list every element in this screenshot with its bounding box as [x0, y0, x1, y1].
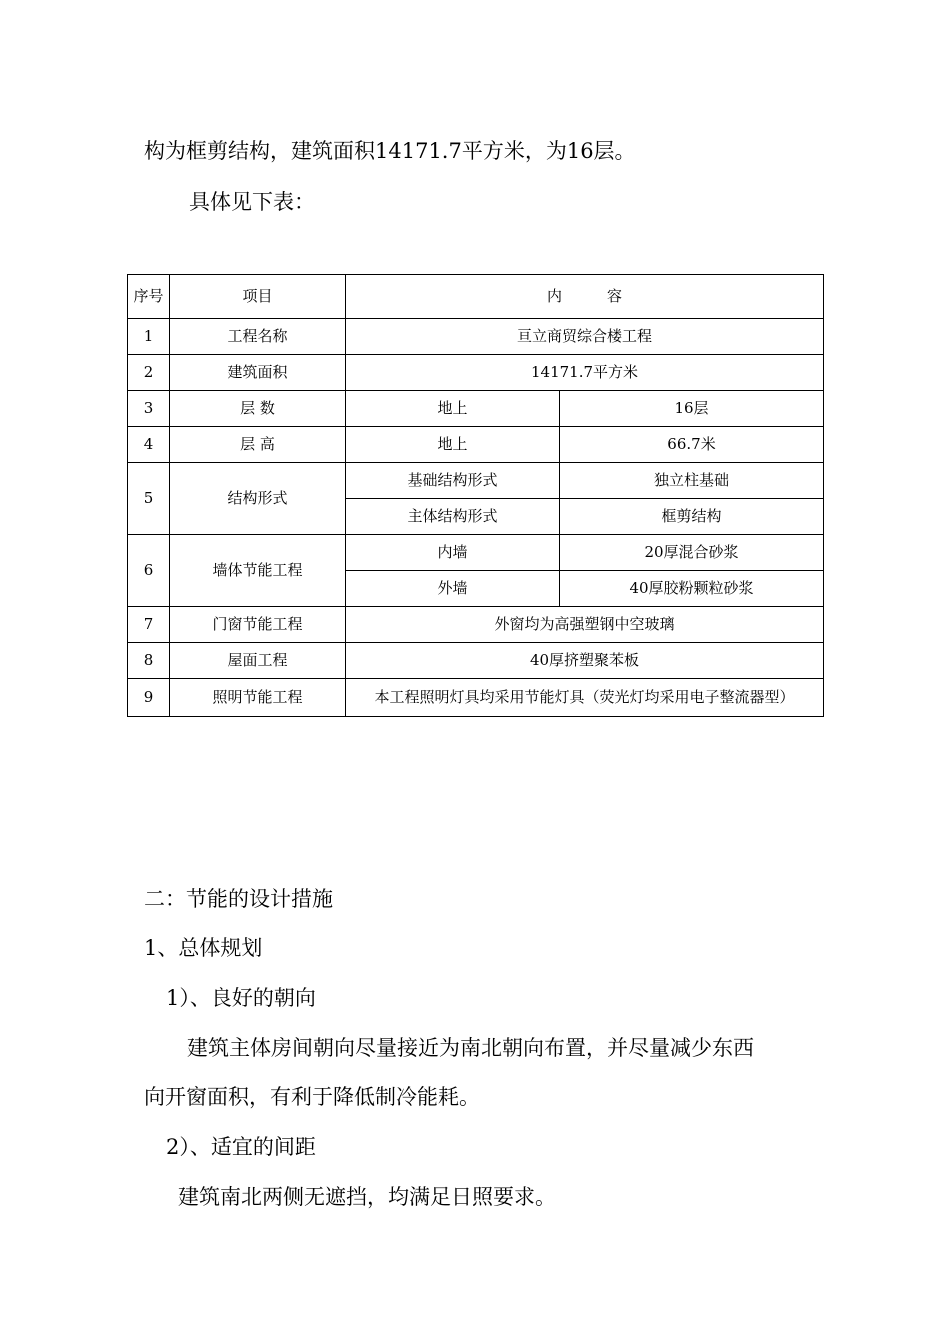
table-header-row — [128, 275, 824, 319]
row-content: 14171.7平方米 — [346, 355, 824, 391]
row-sub-label: 外墙 — [346, 571, 560, 607]
row-item: 门窗节能工程 — [170, 607, 346, 643]
row-no: 7 — [128, 607, 170, 643]
header-item: 项目 — [170, 275, 346, 319]
table-row — [128, 679, 824, 717]
table-row — [128, 391, 824, 427]
header-no: 序号 — [128, 275, 170, 319]
project-info-table — [127, 274, 824, 717]
row-item: 层 高 — [170, 427, 346, 463]
row-no: 5 — [128, 463, 170, 535]
row-item: 工程名称 — [170, 319, 346, 355]
row-content: 本工程照明灯具均采用节能灯具（荧光灯均采用电子整流器型） — [346, 679, 824, 717]
row-item: 照明节能工程 — [170, 679, 346, 717]
body-paragraph: 建筑南北两侧无遮挡，均满足日照要求。 — [178, 1185, 556, 1209]
row-no: 9 — [128, 679, 170, 717]
intro-paragraph: 构为框剪结构，建筑面积14171.7平方米，为16层。 — [144, 139, 636, 163]
row-sub-value: 独立柱基础 — [560, 463, 824, 499]
table-row — [128, 643, 824, 679]
item-heading: 1）、良好的朝向 — [166, 986, 316, 1010]
row-sub-value: 66.7米 — [560, 427, 824, 463]
row-content: 外窗均为高强塑钢中空玻璃 — [346, 607, 824, 643]
row-no: 1 — [128, 319, 170, 355]
row-sub-label: 内墙 — [346, 535, 560, 571]
row-no: 8 — [128, 643, 170, 679]
table-row — [128, 319, 824, 355]
table-row — [128, 607, 824, 643]
row-content: 亘立商贸综合楼工程 — [346, 319, 824, 355]
row-item: 屋面工程 — [170, 643, 346, 679]
body-paragraph-line: 向开窗面积，有利于降低制冷能耗。 — [144, 1085, 480, 1109]
row-item: 结构形式 — [170, 463, 346, 535]
table-row — [128, 355, 824, 391]
row-item: 层 数 — [170, 391, 346, 427]
row-sub-value: 20厚混合砂浆 — [560, 535, 824, 571]
row-item: 建筑面积 — [170, 355, 346, 391]
body-paragraph-line: 建筑主体房间朝向尽量接近为南北朝向布置，并尽量减少东西 — [187, 1036, 754, 1060]
row-item: 墙体节能工程 — [170, 535, 346, 607]
row-sub-label: 地上 — [346, 391, 560, 427]
row-no: 2 — [128, 355, 170, 391]
section-heading: 二：节能的设计措施 — [144, 887, 333, 911]
subsection-heading: 1、总体规划 — [144, 936, 263, 960]
row-sub-value: 40厚胶粉颗粒砂浆 — [560, 571, 824, 607]
table-row — [128, 535, 824, 571]
row-content: 40厚挤塑聚苯板 — [346, 643, 824, 679]
table-row — [128, 463, 824, 499]
row-sub-label: 基础结构形式 — [346, 463, 560, 499]
row-sub-value: 16层 — [560, 391, 824, 427]
row-sub-value: 框剪结构 — [560, 499, 824, 535]
row-no: 6 — [128, 535, 170, 607]
row-no: 4 — [128, 427, 170, 463]
row-sub-label: 主体结构形式 — [346, 499, 560, 535]
table-row — [128, 427, 824, 463]
row-no: 3 — [128, 391, 170, 427]
header-content: 内 容 — [346, 275, 824, 319]
table-intro: 具体见下表： — [189, 190, 315, 214]
item-heading: 2）、适宜的间距 — [166, 1135, 316, 1159]
row-sub-label: 地上 — [346, 427, 560, 463]
